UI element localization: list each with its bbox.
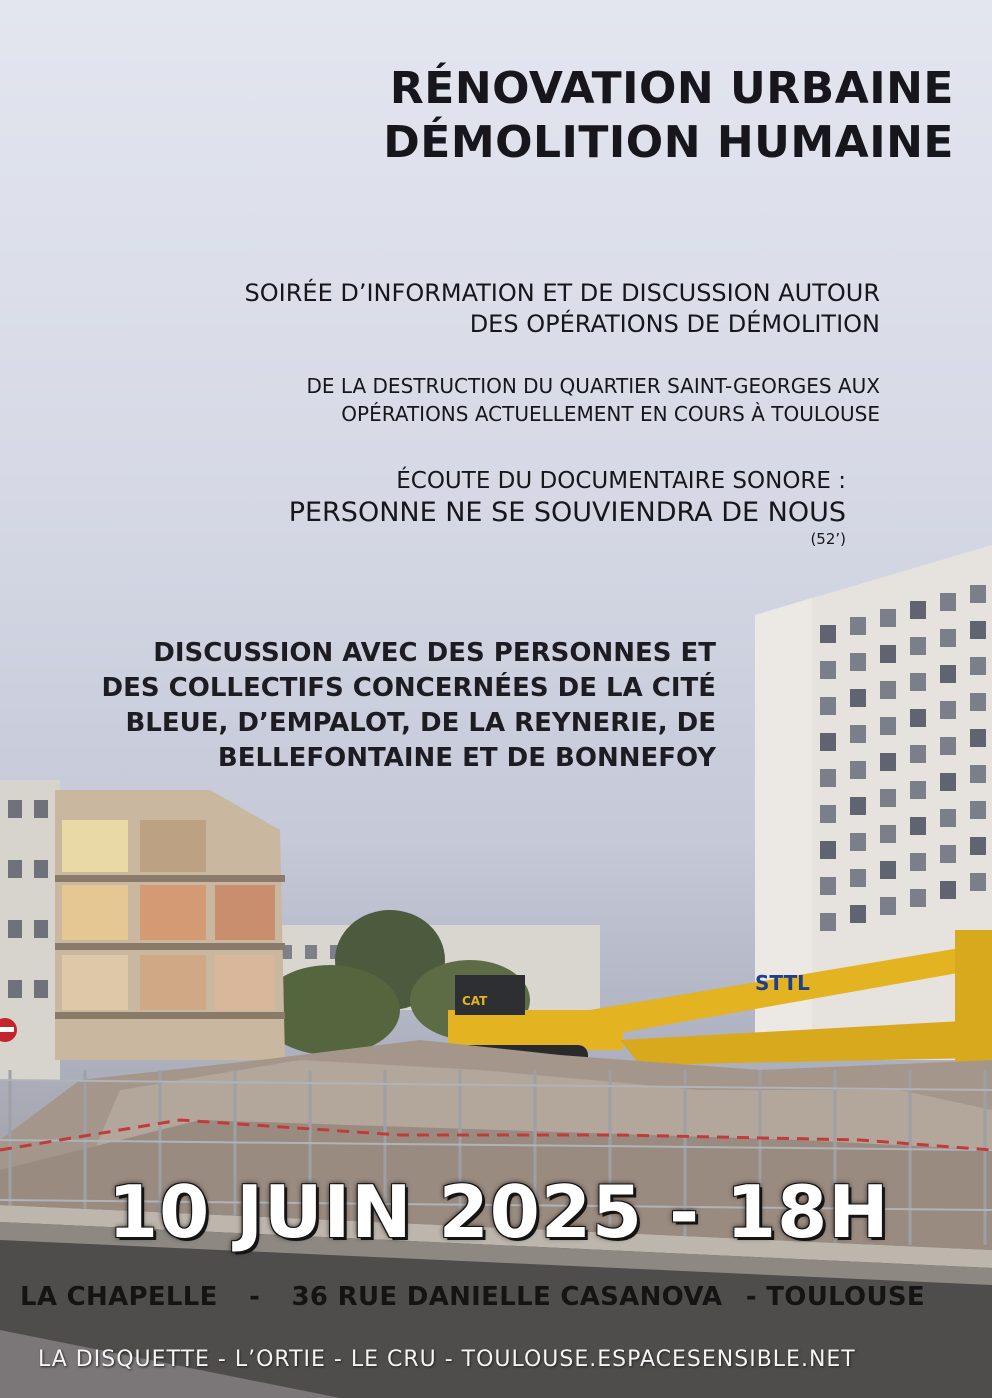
documentary-title: PERSONNE NE SE SOUVIENDRA DE NOUS [288,497,846,528]
event-description-line-2: DES OPÉRATIONS DE DÉMOLITION [469,310,880,338]
event-address [20,1282,980,1312]
building-window [880,753,896,771]
building-window [850,689,866,707]
building-window [820,877,836,895]
building-window [880,717,896,735]
excavator-model-label: CAT [462,994,488,1008]
building-window [940,773,956,791]
discussion-description [16,636,716,776]
title-line-2: DÉMOLITION HUMAINE [383,117,954,168]
building-window [880,789,896,807]
building-window [970,873,986,891]
building-window [910,781,926,799]
history-line-1: DE LA DESTRUCTION DU QUARTIER SAINT-GEORGES AUX [306,374,880,398]
building-window [850,797,866,815]
building-window [850,761,866,779]
building-window [910,673,926,691]
building-window [970,657,986,675]
documentary-block [46,466,846,548]
building-window [910,889,926,907]
building-window [940,629,956,647]
building-window [820,733,836,751]
building-window [850,833,866,851]
building-window [880,861,896,879]
event-description-line-1: SOIRÉE D’INFORMATION ET DE DISCUSSION AUTOUR [244,279,880,307]
building-window [820,841,836,859]
organisers-text: LA DISQUETTE - L’ORTIE - LE CRU - TOULOUSE.ESPACESENSIBLE.NET [38,1347,856,1372]
documentary-duration: (52’) [810,530,846,548]
poster-title [383,62,954,170]
building-window [820,661,836,679]
building-window [820,625,836,643]
building-window [910,817,926,835]
building-window [940,701,956,719]
building-window [880,681,896,699]
building-window [850,617,866,635]
city-name: - TOULOUSE [745,1282,925,1312]
demolished-building [0,780,285,1080]
building-window [880,897,896,915]
building-window [970,765,986,783]
building-window [820,769,836,787]
discussion-line-4: BELLEFONTAINE ET DE BONNEFOY [217,743,716,773]
building-window [940,665,956,683]
event-date: 10 JUIN 2025 - 18H [108,1170,890,1254]
building-window [940,737,956,755]
building-window [850,725,866,743]
building-window [880,645,896,663]
building-window [970,801,986,819]
building-window [820,805,836,823]
discussion-line-3: BLEUE, D’EMPALOT, DE LA REYNERIE, DE [125,708,716,738]
building-window [970,585,986,603]
event-description [20,278,880,340]
history-line-2: OPÉRATIONS ACTUELLEMENT EN COURS À TOULOUSE [341,402,880,426]
building-window [880,609,896,627]
building-window [970,693,986,711]
building-window [940,845,956,863]
address-separator: - [249,1282,261,1312]
discussion-line-1: DISCUSSION AVEC DES PERSONNES ET [153,638,716,668]
building-window [910,637,926,655]
building-window [940,881,956,899]
building-window [820,913,836,931]
building-window [970,729,986,747]
building-window [850,869,866,887]
building-window [850,905,866,923]
history-description [20,372,880,428]
venue-name: LA CHAPELLE [20,1282,218,1312]
building-window [820,697,836,715]
building-window [850,653,866,671]
title-line-1: RÉNOVATION URBAINE [389,63,954,114]
discussion-line-2: DES COLLECTIFS CONCERNÉES DE LA CITÉ [101,673,716,703]
documentary-intro: ÉCOUTE DU DOCUMENTAIRE SONORE : [396,468,846,494]
building-window [910,745,926,763]
organisers-line [38,1347,978,1372]
building-window [970,837,986,855]
building-window [910,853,926,871]
building-window [910,601,926,619]
excavator-brand-label: STTL [755,971,810,995]
building-window [910,709,926,727]
building-window [940,593,956,611]
street-address: 36 RUE DANIELLE CASANOVA [291,1282,723,1312]
building-window [880,825,896,843]
building-window [970,621,986,639]
building-window [940,809,956,827]
